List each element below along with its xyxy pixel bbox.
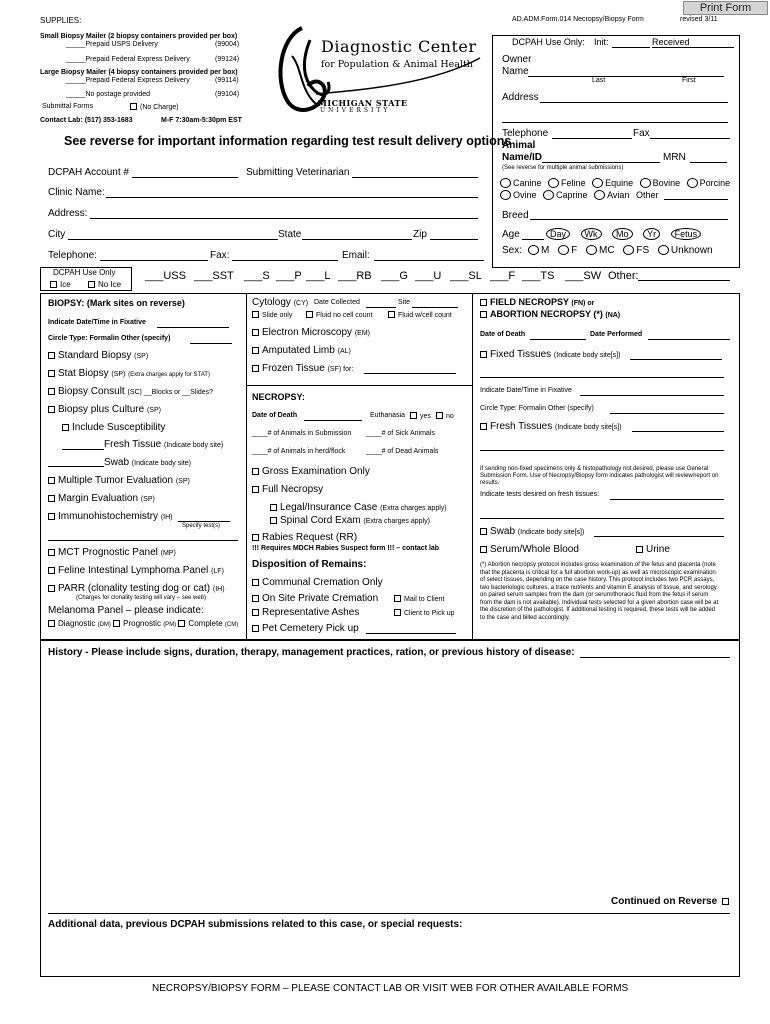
code-uss: ___USS	[145, 270, 186, 282]
usps-code: (99004)	[215, 41, 240, 48]
history-label: History - Please include signs, duration, therapy, management practices, ration, or previous history of disease:	[48, 647, 575, 658]
communal-cremation[interactable]: Communal Cremation Only	[252, 577, 383, 588]
no-ice-option[interactable]: No Ice	[88, 280, 121, 289]
right-swab-field[interactable]	[594, 536, 724, 537]
private-cremation[interactable]: On Site Private Cremation	[252, 593, 378, 604]
address-field[interactable]	[90, 218, 478, 219]
zip-field[interactable]	[430, 239, 478, 240]
standard-biopsy[interactable]: Standard Biopsy (SP)	[48, 350, 148, 361]
code-ts: ___TS	[522, 270, 555, 282]
owner-use-only: DCPAH Use Only:	[512, 37, 585, 47]
code-s: ___S	[244, 270, 270, 282]
owner-telephone-label: Telephone	[502, 128, 549, 139]
no-charge-option[interactable]: (No Charge)	[130, 103, 179, 111]
right-date-death: Date of Death	[480, 331, 526, 338]
email-field[interactable]	[374, 260, 484, 261]
age-unit-month[interactable]: Mo	[612, 228, 633, 240]
frozen-tissue-field[interactable]	[364, 373, 456, 374]
mrn-field[interactable]	[690, 162, 727, 163]
code-p: ___P	[276, 270, 302, 282]
rabies-note: !!! Requires MDCH Rabies Suspect form !!! – contact lab	[252, 545, 440, 552]
small-mailer-label: Small Biopsy Mailer (2 biopsy containers provided per box)	[40, 33, 238, 40]
species-row-2	[500, 190, 658, 200]
fixed-tissues-field[interactable]	[630, 359, 722, 360]
full-necropsy[interactable]: Full Necropsy	[252, 484, 323, 495]
client-pickup[interactable]: Client to Pick up	[394, 609, 455, 617]
tests-fresh-field-2[interactable]	[480, 518, 724, 519]
margin-evaluation[interactable]: Margin Evaluation (SP)	[48, 493, 155, 504]
slide-only[interactable]: Slide only	[252, 311, 292, 319]
no-postage-option[interactable]: _____No postage provided	[66, 91, 151, 98]
sex-female[interactable]: F	[558, 245, 577, 256]
species-canine[interactable]: Canine	[500, 178, 542, 188]
amputated-limb[interactable]: Amputated Limb (AL)	[252, 345, 351, 356]
urine[interactable]: Urine	[636, 544, 670, 555]
owner-fax-field[interactable]	[650, 138, 730, 139]
owner-name-label: Name	[502, 66, 529, 77]
revised-date: revised 3/11	[680, 16, 718, 23]
fluid-cell-count[interactable]: Fluid w/cell count	[388, 311, 452, 319]
biopsy-swab: Swab (Indicate body site)	[104, 457, 191, 468]
fresh-tissues-field[interactable]	[632, 431, 724, 432]
euthanasia-no[interactable]: no	[436, 412, 454, 420]
additional-data-label: Additional data, previous DCPAH submissions related to this case, or special requests:	[48, 919, 463, 930]
parr-test[interactable]: PARR (clonality testing dog or cat) (IH)	[48, 583, 225, 594]
fax-label: Fax:	[210, 250, 230, 261]
rabies-request[interactable]: Rabies Request (RR)	[252, 532, 357, 543]
tests-fresh-field[interactable]	[610, 499, 724, 500]
last-name-caption: Last	[592, 77, 606, 84]
site-label: Site	[398, 299, 411, 306]
multiple-tumor[interactable]: Multiple Tumor Evaluation (SP)	[48, 475, 190, 486]
sex-unknown[interactable]: Unknown	[658, 245, 713, 256]
species-caprine[interactable]: Caprine	[543, 190, 588, 200]
no-postage-code: (99104)	[215, 91, 240, 98]
mrn-label: MRN	[663, 152, 686, 163]
cemetery-pickup[interactable]: Pet Cemetery Pick up	[252, 623, 359, 634]
animal-label: Animal	[502, 140, 536, 151]
date-performed: Date Performed	[590, 331, 643, 338]
biopsy-fixative-field[interactable]	[157, 327, 229, 328]
fresh-tissues-field-2[interactable]	[480, 450, 724, 451]
breed-field[interactable]	[530, 219, 728, 220]
ihc-test-field-2[interactable]	[48, 540, 238, 541]
mct-panel[interactable]: MCT Prognostic Panel (MP)	[48, 547, 176, 558]
age-units	[546, 228, 701, 240]
date-performed-field[interactable]	[648, 339, 730, 340]
age-field[interactable]	[522, 239, 544, 240]
species-porcine[interactable]: Porcine	[687, 178, 731, 188]
multiple-animals-note: (See reverse for multiple animal submissions)	[502, 165, 624, 171]
tests-fresh-label: Indicate tests desired on fresh tissues:	[480, 491, 600, 498]
account-label: DCPAH Account #	[48, 167, 129, 178]
biopsy-title: BIOPSY: (Mark sites on reverse)	[48, 298, 185, 308]
fresh-tissues[interactable]: Fresh Tissues (Indicate body site[s])	[480, 421, 622, 432]
telephone-label: Telephone:	[48, 250, 97, 261]
species-feline[interactable]: Feline	[548, 178, 586, 188]
email-label: Email:	[342, 250, 370, 261]
code-rb: ___RB	[338, 270, 372, 282]
representative-ashes[interactable]: Representative Ashes	[252, 607, 359, 618]
frozen-tissue[interactable]: Frozen Tissue (SF) for:	[252, 363, 353, 374]
disposition-title: Disposition of Remains:	[252, 559, 367, 570]
code-l: ___L	[306, 270, 331, 282]
msu-name: MICHIGAN STATE	[318, 98, 408, 108]
age-unit-year[interactable]: Yr	[643, 228, 660, 240]
biopsy-circle-type: Circle Type: Formalin Other (specify)	[48, 335, 171, 342]
clinic-label: Clinic Name:	[48, 187, 105, 198]
state-field[interactable]	[302, 239, 412, 240]
mail-to-client[interactable]: Mail to Client	[394, 595, 444, 603]
melanoma-panel: Melanoma Panel – please indicate:	[48, 605, 204, 616]
species-bovine[interactable]: Bovine	[640, 178, 681, 188]
age-label: Age	[502, 229, 520, 240]
biopsy-fixative-time: Indicate Date/Time in Fixative	[48, 319, 146, 326]
animal-name-id-label: Name/ID	[502, 152, 543, 163]
melanoma-options	[48, 619, 238, 628]
species-row-1	[500, 178, 730, 188]
msu-university: UNIVERSITY	[320, 107, 391, 114]
code-other: Other:	[608, 270, 639, 282]
owner-address-label: Address	[502, 92, 539, 103]
euthanasia-label: Euthanasia	[370, 412, 406, 419]
spinal-cord-exam[interactable]: Spinal Cord Exam (Extra charges apply)	[270, 515, 430, 526]
age-unit-day[interactable]: Day	[546, 228, 570, 240]
feline-lymphoma-panel[interactable]: Feline Intestinal Lymphoma Panel (LF)	[48, 565, 224, 576]
species-equine[interactable]: Equine	[592, 178, 633, 188]
age-unit-fetus[interactable]: Fetus	[671, 228, 702, 240]
clinic-field[interactable]	[106, 197, 478, 198]
submittal-forms-label: Submittal Forms	[42, 103, 93, 110]
species-ovine[interactable]: Ovine	[500, 190, 537, 200]
init-label: Init:	[594, 37, 609, 47]
sex-options	[528, 245, 713, 256]
fixed-tissues[interactable]: Fixed Tissues (Indicate body site[s])	[480, 349, 620, 360]
state-label: State	[278, 229, 302, 240]
prepaid-fedex-option[interactable]: _____Prepaid Federal Express Delivery	[66, 56, 190, 63]
sending-note-1: If sending non-fixed specimens only & histopathology not desired, please use General	[480, 466, 709, 472]
sending-note-3: results.	[480, 480, 500, 486]
field-necropsy[interactable]: FIELD NECROPSY (FN) or	[480, 297, 594, 307]
species-avian[interactable]: Avian	[594, 190, 629, 200]
code-sst: ___SST	[194, 270, 234, 282]
sending-note-2: Submission Form. Use of Necropsy/Biopsy form indicates pathologist will review/report on	[480, 473, 719, 479]
logo-title: Diagnostic Center	[321, 37, 477, 56]
sex-label: Sex:	[502, 245, 523, 256]
cemetery-field[interactable]	[366, 633, 456, 634]
received-label: Received	[652, 37, 690, 47]
necropsy-date-death-field[interactable]	[304, 420, 362, 421]
vet-label: Submitting Veterinarian	[246, 167, 350, 178]
abortion-necropsy[interactable]: ABORTION NECROPSY (*) (NA)	[480, 309, 620, 319]
prepaid-usps-option[interactable]: _____Prepaid USPS Delivery	[66, 41, 158, 48]
code-g: ___G	[381, 270, 408, 282]
telephone-field[interactable]	[100, 260, 208, 261]
city-label: City	[48, 229, 66, 240]
right-fixative-time: Indicate Date/Time in Fixative	[480, 387, 572, 394]
melanoma-diagnostic[interactable]: Diagnostic (DM)	[48, 619, 111, 628]
sex-fs[interactable]: FS	[623, 245, 649, 256]
animals-in-herd[interactable]: ____# of Animals in herd/flock	[252, 448, 346, 455]
large-mailer-label: Large Biopsy Mailer (4 biopsy containers provided per box)	[40, 69, 238, 76]
print-form-button[interactable]: Print Form	[683, 1, 768, 15]
ihc-test-field[interactable]	[178, 521, 230, 522]
lab-hours: M-F 7:30am-5:30pm EST	[161, 117, 242, 124]
species-other-field[interactable]	[664, 199, 728, 200]
serum-whole-blood[interactable]: Serum/Whole Blood	[480, 544, 579, 555]
necropsy-date-death: Date of Death	[252, 412, 298, 419]
no-charge-checkbox[interactable]	[130, 103, 137, 110]
right-fixative-field[interactable]	[580, 395, 724, 396]
code-other-field[interactable]	[638, 280, 730, 281]
cytology: Cytology (CY)	[252, 297, 309, 308]
vet-field[interactable]	[352, 177, 478, 178]
history-field[interactable]	[580, 657, 730, 658]
stat-biopsy[interactable]: Stat Biopsy (SP) (Extra charges apply for STAT)	[48, 368, 210, 379]
swab-count[interactable]	[48, 466, 104, 467]
supplies-heading: SUPPLIES:	[40, 16, 82, 25]
biopsy-culture[interactable]: Biopsy plus Culture (SP)	[48, 404, 161, 415]
dead-animals[interactable]: ____# of Dead Animals	[366, 448, 439, 455]
city-field[interactable]	[68, 239, 278, 240]
legal-case[interactable]: Legal/Insurance Case (Extra charges apply)	[270, 502, 447, 513]
reverse-notice: See reverse for important information regarding test result delivery options	[64, 134, 512, 148]
species-other[interactable]: Other	[635, 190, 659, 200]
right-date-death-field[interactable]	[530, 339, 586, 340]
date-collected-label: Date Collected	[314, 299, 360, 306]
fedex-large-code: (99114)	[215, 77, 239, 84]
use-only-label: DCPAH Use Only	[53, 268, 116, 277]
sex-mc[interactable]: MC	[586, 245, 615, 256]
melanoma-complete[interactable]: Complete (CM)	[178, 619, 238, 628]
account-field[interactable]	[132, 177, 238, 178]
code-f: ___F	[490, 270, 516, 282]
fixed-tissues-field-2[interactable]	[480, 377, 724, 378]
footer-note: NECROPSY/BIOPSY FORM – PLEASE CONTACT LAB OR VISIT WEB FOR OTHER AVAILABLE FORMS	[152, 983, 629, 994]
fedex-code: (99124)	[215, 56, 240, 63]
ice-option[interactable]: Ice	[50, 280, 71, 289]
animal-name-field[interactable]	[542, 162, 660, 163]
continued-on-reverse: Continued on Reverse	[611, 896, 732, 907]
gross-exam[interactable]: Gross Examination Only	[252, 466, 370, 477]
date-collected-field[interactable]	[366, 307, 396, 308]
site-field[interactable]	[412, 307, 458, 308]
fluid-no-cell[interactable]: Fluid no cell count	[306, 311, 372, 319]
zip-label: Zip	[413, 229, 427, 240]
electron-microscopy[interactable]: Electron Microscopy (EM)	[252, 327, 370, 338]
age-unit-week[interactable]: Wk	[581, 228, 602, 240]
first-name-caption: First	[682, 77, 696, 84]
fresh-tissue: Fresh Tissue (Indicate body site)	[104, 439, 224, 450]
necropsy-title: NECROPSY:	[252, 392, 305, 402]
breed-label: Breed	[502, 210, 529, 221]
address-label: Address:	[48, 208, 88, 219]
code-sl: ___SL	[450, 270, 482, 282]
owner-telephone-field[interactable]	[552, 138, 632, 139]
sex-male[interactable]: M	[528, 245, 549, 256]
immunohistochemistry[interactable]: Immunohistochemistry (IH)	[48, 511, 172, 522]
owner-fax-label: Fax	[633, 128, 650, 139]
fax-field[interactable]	[232, 260, 338, 261]
right-circle-type: Circle Type: Formalin Other (specify)	[480, 405, 594, 412]
right-swab[interactable]: Swab (Indicate body site[s])	[480, 526, 584, 537]
biopsy-other-field[interactable]	[190, 343, 232, 344]
right-other-field[interactable]	[610, 413, 724, 414]
euthanasia-yes[interactable]: yes	[410, 412, 431, 420]
include-susceptibility[interactable]: Include Susceptibility	[62, 422, 165, 433]
form-id: AD.ADM.Form.014 Necropsy/Biopsy Form	[512, 16, 644, 23]
owner-address-field[interactable]	[540, 102, 728, 103]
specify-tests-caption: Specify test(s)	[182, 523, 221, 529]
continued-checkbox[interactable]	[722, 898, 729, 905]
owner-address-field-2[interactable]	[502, 122, 728, 123]
abortion-protocol-note: (*) Abortion necropsy protocol includes gross examination of the fetus and placenta (note that the placenta is critical for a full abortion work-up) as well as microscopic examination of select tissues, depending on the case history. This protocol includes two PCR assays, two bacteriologic cultures, a trace nutrients and vitamin E analysis of tissue, and serology on paired serum samples from the dam (or serum/thoracic fluid from the fetus if serum from the dam is not available). Individual tests selected for a given abortion case will be at the discretion of the pathologist. If additional testing is required, these tests will be added to the case and billed accordingly.	[480, 562, 719, 621]
code-u: ___U	[415, 270, 442, 282]
code-sw: ___SW	[565, 270, 602, 282]
prepaid-fedex-large-option[interactable]: _____Prepaid Federal Express Delivery	[66, 77, 190, 84]
animals-in-submission[interactable]: ____# of Animals in Submission	[252, 430, 352, 437]
sick-animals[interactable]: ____# of Sick Animals	[366, 430, 435, 437]
logo-subtitle: for Population & Animal Health	[321, 59, 473, 70]
fresh-tissue-count[interactable]	[62, 449, 104, 450]
melanoma-prognostic[interactable]: Prognostic (PM)	[113, 619, 176, 628]
biopsy-consult[interactable]: Biopsy Consult (SC) __Blocks or __Slides?	[48, 386, 213, 397]
parr-note: (Charges for clonality testing will vary – see web)	[76, 595, 207, 601]
owner-label: Owner	[502, 54, 532, 65]
contact-lab: Contact Lab: (517) 353-1683	[40, 117, 133, 124]
